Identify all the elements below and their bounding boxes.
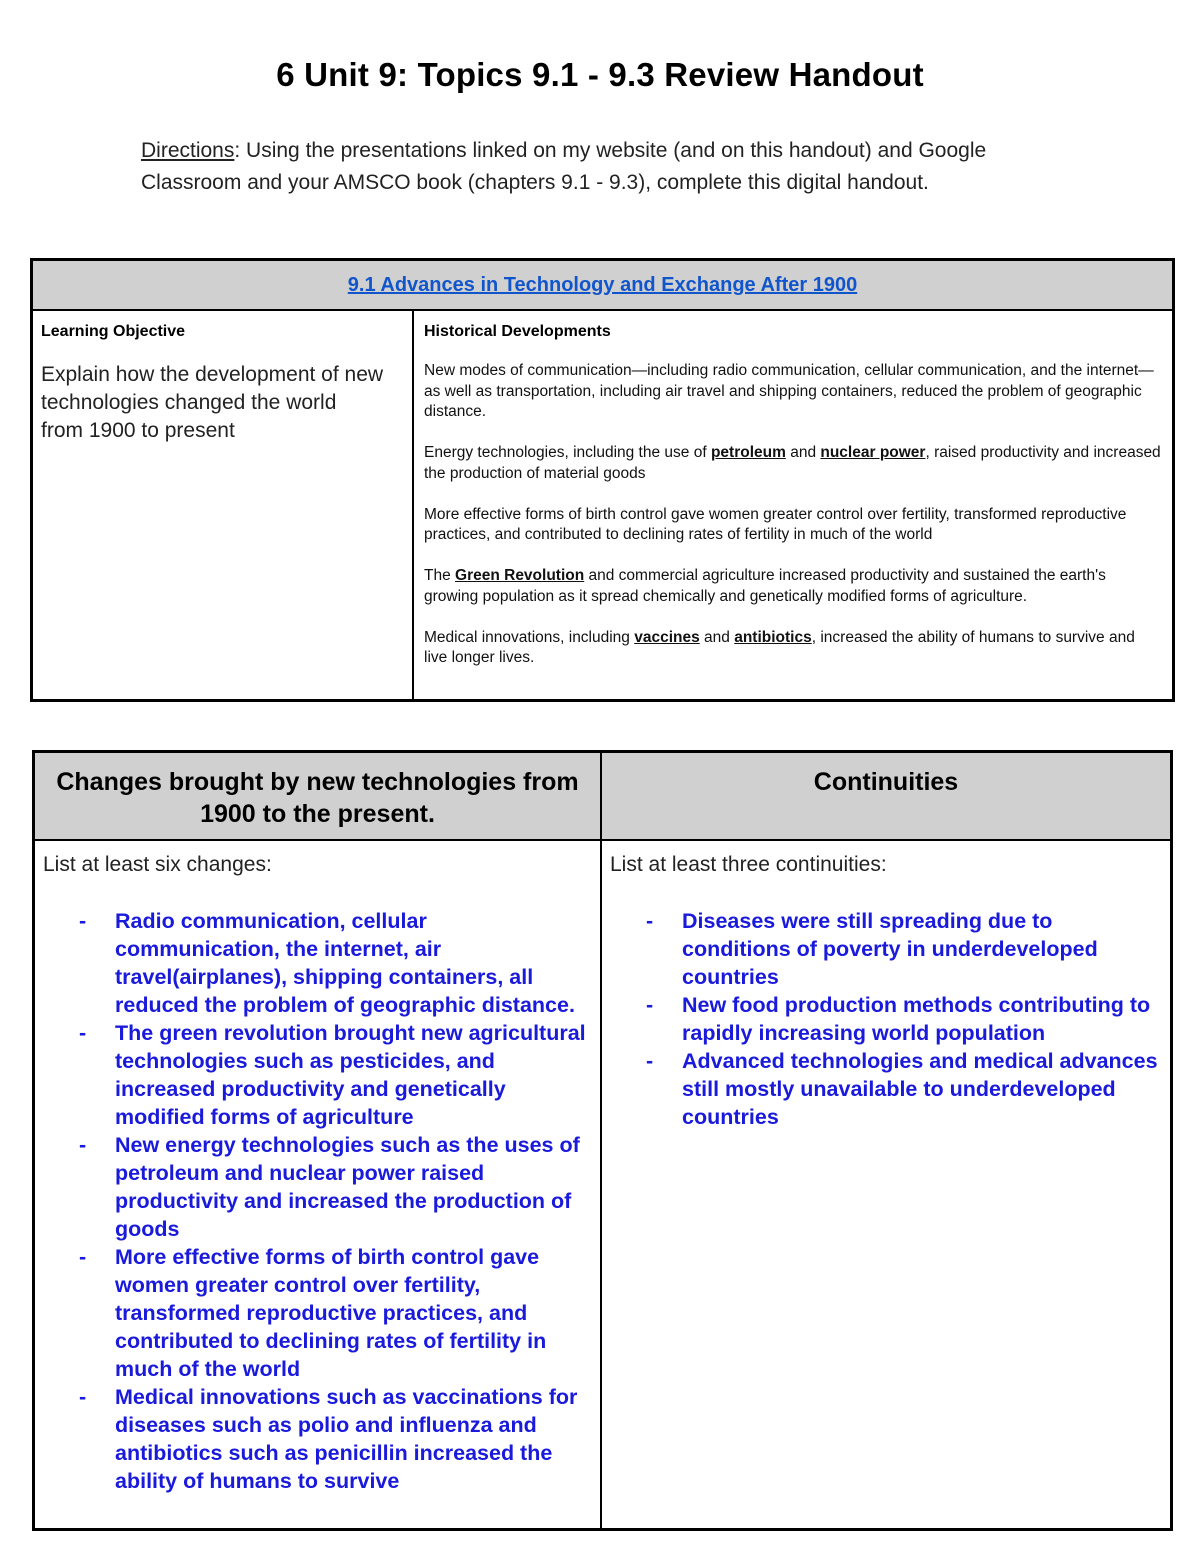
changes-list — [43, 907, 592, 1495]
keyword-petroleum: petroleum — [710, 444, 786, 461]
section-9-1-link[interactable]: 9.1 Advances in Technology and Exchange After 1900 — [347, 273, 858, 296]
section-9-1-header — [33, 261, 1172, 311]
section-9-1-table — [30, 258, 1175, 702]
directions-label: Directions — [141, 139, 235, 162]
continuities-list — [610, 907, 1162, 1131]
development-medical: Medical innovations, including vaccines and antibiotics, increased the ability of humans to survive and live longer lives. — [424, 628, 1135, 666]
keyword-antibiotics: antibiotics — [734, 628, 812, 646]
changes-heading: Changes brought by new technologies from 1900 to the present. — [35, 753, 602, 839]
list-item: - Medical innovations such as vaccinations for diseases such as polio and influenza and antibiotics such as penicillin increased the ability of humans to survive — [79, 1385, 578, 1493]
changes-continuities-table — [32, 750, 1173, 1531]
development-communication: New modes of communication—including radio communication, cellular communication, and the internet—as well as transportation, including air travel and shipping containers, reduced the problem of geographic distance. — [424, 362, 1154, 420]
directions-text: : Using the presentations linked on my website (and on this handout) and Google Classroom and your AMSCO book (chapters 9.1 - 9.3), complete this digital handout. — [141, 139, 987, 194]
continuities-prompt: List at least three continuities: — [610, 853, 887, 876]
list-item: - More effective forms of birth control gave women greater control over fertility, transformed reproductive practices, and contributed to declining rates of fertility in much of the world — [79, 1245, 547, 1381]
list-item: - New energy technologies such as the uses of petroleum and nuclear power raised productivity and increased the production of goods — [79, 1133, 580, 1241]
list-item: - Radio communication, cellular communication, the internet, air travel(airplanes), shipping containers, all reduced the problem of geographic distance. — [79, 909, 575, 1017]
list-item: - New food production methods contributing to rapidly increasing world population — [646, 993, 1151, 1045]
keyword-green-revolution: Green Revolution — [455, 567, 585, 584]
learning-objective-label: Learning Objective — [41, 323, 186, 340]
changes-prompt: List at least six changes: — [43, 853, 272, 876]
learning-objective-cell — [33, 311, 414, 699]
list-item: - Diseases were still spreading due to conditions of poverty in underdeveloped countries — [646, 909, 1098, 989]
changes-cell[interactable] — [35, 841, 602, 1529]
continuities-cell[interactable] — [602, 841, 1170, 1529]
development-energy: Energy technologies, including the use of petroleum and nuclear power, raised productivity and increased the production of material goods — [424, 444, 1161, 482]
page-title: 6 Unit 9: Topics 9.1 - 9.3 Review Handout — [276, 56, 924, 93]
keyword-nuclear-power: nuclear power — [820, 444, 926, 461]
list-item: - The green revolution brought new agricultural technologies such as pesticides, and increased productivity and genetically modified forms of agriculture — [79, 1021, 586, 1129]
historical-developments-label: Historical Developments — [424, 323, 611, 340]
directions — [141, 135, 1041, 199]
list-item: - Advanced technologies and medical advances still mostly unavailable to underdeveloped countries — [646, 1049, 1158, 1129]
learning-objective-text: Explain how the development of new technologies changed the world from 1900 to present — [41, 363, 384, 442]
historical-developments-cell — [414, 311, 1172, 699]
development-birth-control: More effective forms of birth control gave women greater control over fertility, transformed reproductive practices, and contributed to declining rates of fertility in much of the world — [424, 505, 1127, 543]
continuities-heading: Continuities — [813, 768, 959, 796]
keyword-vaccines: vaccines — [634, 628, 700, 646]
development-green-revolution: The Green Revolution and commercial agriculture increased productivity and sustained the earth's growing population as it spread chemically and genetically modified forms of agriculture. — [424, 567, 1106, 605]
